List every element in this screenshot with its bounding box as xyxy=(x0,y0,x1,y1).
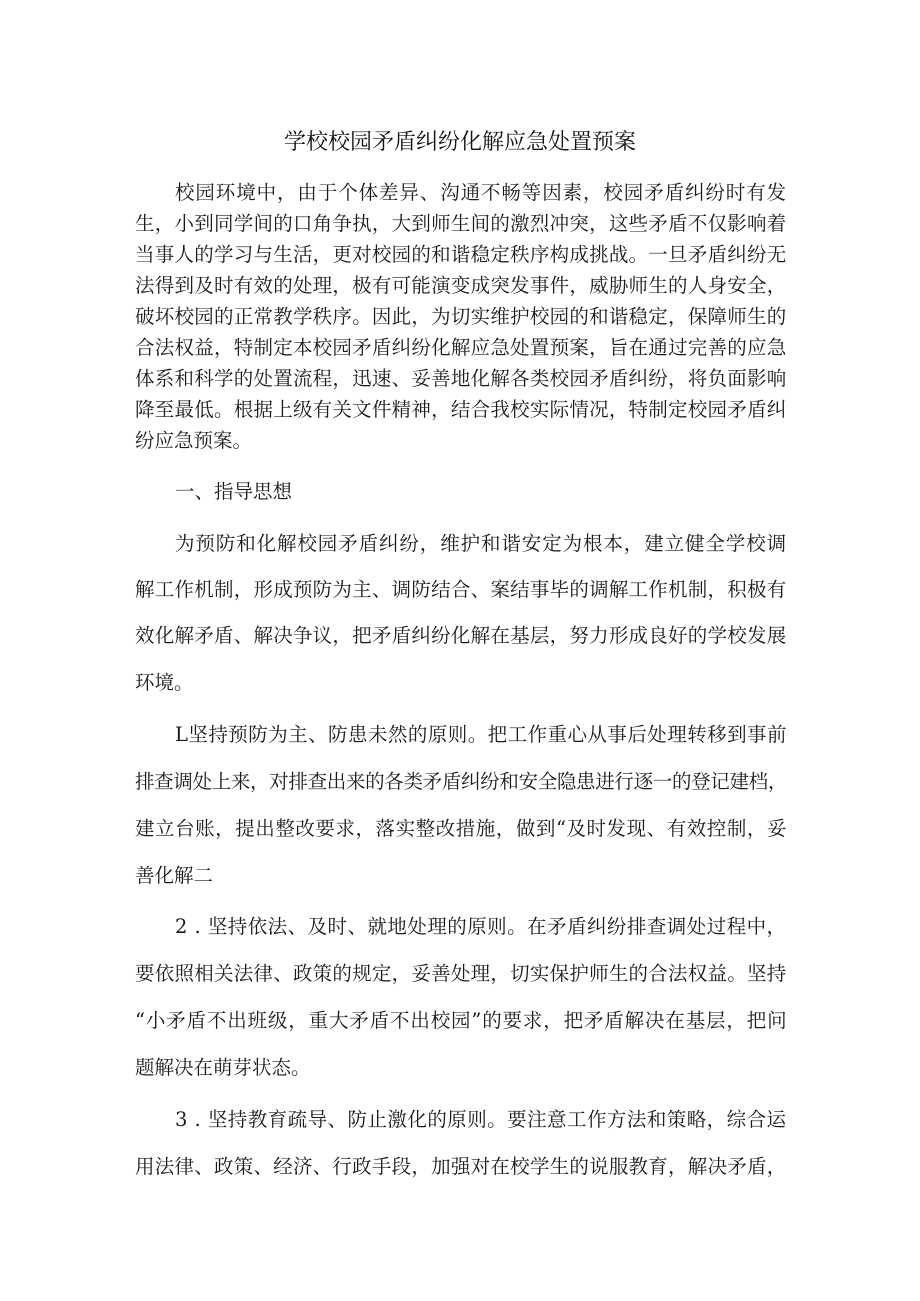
text-line: 3 . 坚持教育疏导、防止激化的原则。要注意工作方法和策略，综合运 xyxy=(175,1108,787,1131)
text-line: 要依照相关法律、政策的规定，妥善处理，切实保护师生的合法权益。坚持 xyxy=(135,962,787,985)
text-line: 排查调处上来，对排查出来的各类矛盾纠纷和安全隐患进行逐一的登记建档， xyxy=(135,770,788,793)
text-line: 解工作机制，形成预防为主、调防结合、案结事毕的调解工作机制，积极有 xyxy=(135,578,787,601)
text-line: L坚持预防为主、防患未然的原则。把工作重心从事后处理转移到事前 xyxy=(175,723,787,746)
section-heading: 一、指导思想 xyxy=(175,480,293,503)
text-line: 降至最低。根据上级有关文件精神，结合我校实际情况，特制定校园矛盾纠 xyxy=(135,398,787,421)
text-line: 建立台账，提出整改要求，落实整改措施，做到“及时发现、有效控制，妥 xyxy=(135,817,787,840)
text-line: 体系和科学的处置流程，迅速、妥善地化解各类校园矛盾纠纷，将负面影响 xyxy=(135,367,787,390)
text-line: 为预防和化解校园矛盾纠纷，维护和谐安定为根本，建立健全学校调 xyxy=(175,532,788,555)
text-line: 生，小到同学间的口角争执，大到师生间的激烈冲突，这些矛盾不仅影响着 xyxy=(135,212,787,235)
text-line: 校园环境中，由于个体差异、沟通不畅等因素，校园矛盾纠纷时有发 xyxy=(175,181,788,204)
text-line: 善化解二 xyxy=(135,864,214,887)
text-line: “小矛盾不出班级，重大矛盾不出校园”的要求，把矛盾解决在基层，把问 xyxy=(135,1009,788,1032)
text-line: 题解决在萌芽状态。 xyxy=(135,1056,311,1079)
text-line: 合法权益，特制定本校园矛盾纠纷化解应急处置预案，旨在通过完善的应急 xyxy=(135,336,787,359)
text-line: 效化解矛盾、解决争议，把矛盾纠纷化解在基层，努力形成良好的学校发展 xyxy=(135,624,787,647)
text-line: 2 . 坚持依法、及时、就地处理的原则。在矛盾纠纷排查调处过程中， xyxy=(175,915,787,938)
text-line: 环境。 xyxy=(135,671,194,694)
text-line: 法得到及时有效的处理，极有可能演变成突发事件，威胁师生的人身安全， xyxy=(135,274,787,297)
text-line: 纷应急预案。 xyxy=(135,429,253,452)
text-line: 破坏校园的正常教学秩序。因此，为切实维护校园的和谐稳定，保障师生的 xyxy=(135,305,787,328)
document-title: 学校校园矛盾纠纷化解应急处置预案 xyxy=(283,130,636,155)
text-line: 用法律、政策、经济、行政手段，加强对在校学生的说服教育，解决矛盾， xyxy=(135,1155,787,1178)
text-line: 当事人的学习与生活，更对校园的和谐稳定秩序构成挑战。一旦矛盾纠纷无 xyxy=(135,243,787,266)
